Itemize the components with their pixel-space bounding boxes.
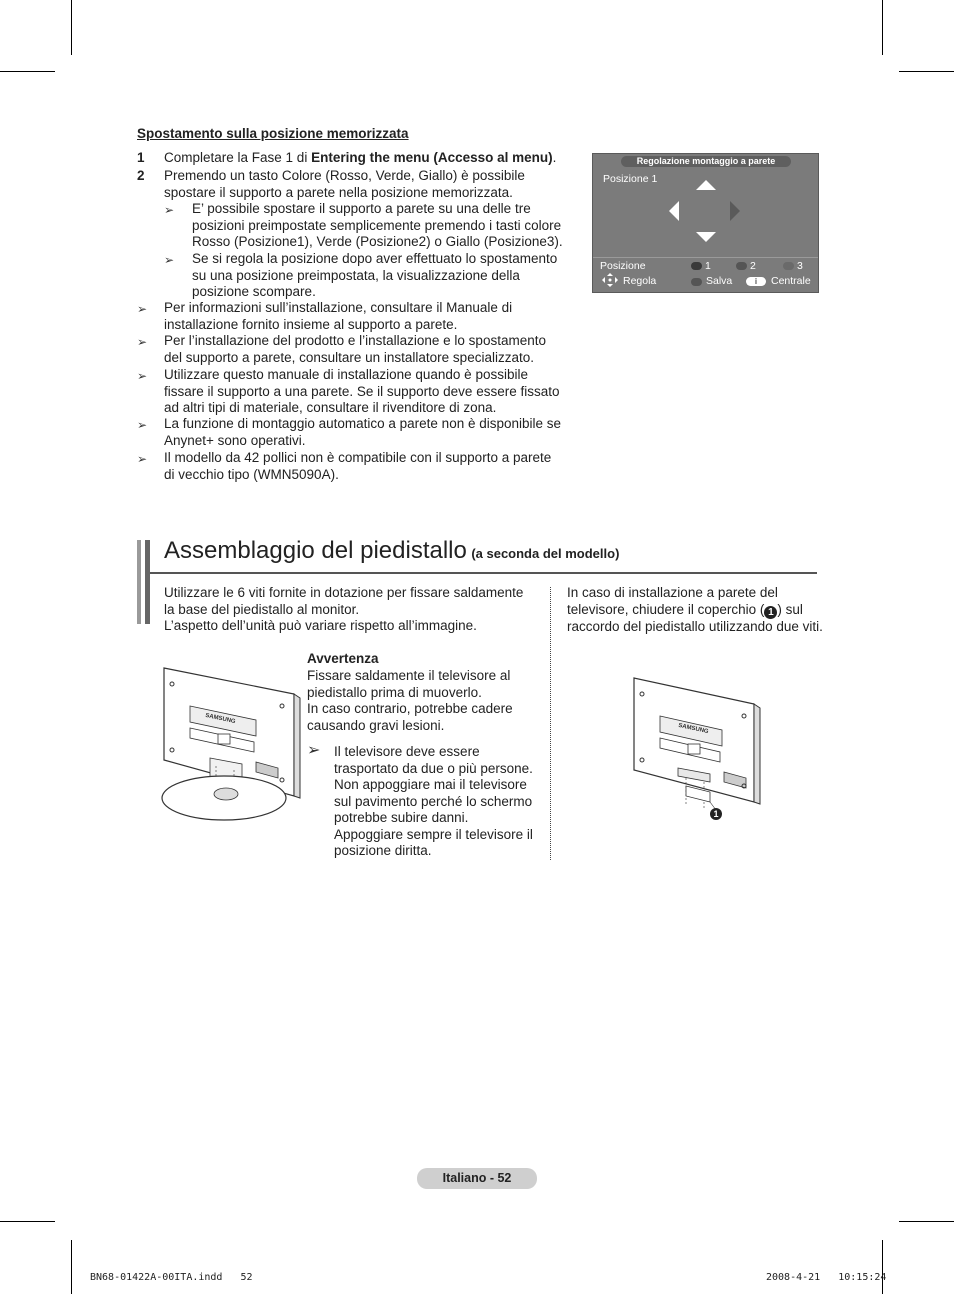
- text-line: Utilizzare le 6 viti fornite in dotazione per fissare saldamente: [164, 585, 524, 600]
- osd-pos2: 2: [750, 260, 756, 272]
- osd-title: Regolazione montaggio a parete: [621, 156, 791, 167]
- osd-pos3: 3: [797, 260, 803, 272]
- crop-mark: [899, 71, 954, 72]
- file-name: BN68-01422A-00ITA.indd 52: [90, 1272, 253, 1283]
- note-arrow-icon: ➢: [164, 253, 175, 267]
- text-line: sul pavimento perché lo schermo: [334, 793, 533, 809]
- osd-center: Centrale: [771, 275, 811, 287]
- arrow-down-icon: [696, 232, 716, 242]
- osd-divider: [593, 257, 818, 258]
- text-line: La funzione di montaggio automatico a parete non è disponibile se: [164, 416, 562, 431]
- page-number-badge: Italiano - 52: [417, 1168, 537, 1189]
- crop-mark: [882, 1240, 883, 1294]
- text-line: Utilizzare questo manuale di installazione quando è possibile: [164, 367, 528, 382]
- step-number: 1: [137, 150, 145, 165]
- text-line: Il modello da 42 pollici non è compatibile con il supporto a parete: [164, 450, 552, 465]
- step-1-bold: Entering the menu (Accesso al menu): [311, 150, 553, 165]
- text-line: In caso contrario, potrebbe cadere: [307, 701, 513, 716]
- text-line: Fissare saldamente il televisore al: [307, 668, 511, 683]
- step-1-text: [164, 150, 556, 167]
- osd-bottom-label: Posizione: [600, 260, 646, 272]
- note: [164, 300, 512, 333]
- crop-mark: [882, 0, 883, 55]
- crop-mark: [0, 1221, 55, 1222]
- text-line: Il televisore deve essere: [334, 744, 480, 759]
- note: [164, 416, 561, 449]
- text-line: In caso di installazione a parete del: [567, 585, 778, 600]
- brand-logo: SAMSUNG: [677, 722, 709, 736]
- note-arrow-icon: ➢: [137, 418, 148, 432]
- note-arrow-icon: ➢: [137, 452, 148, 466]
- section-heading: Spostamento sulla posizione memorizzata: [137, 126, 409, 141]
- red-key-icon: [691, 262, 702, 270]
- note-arrow-icon: ➢: [137, 302, 148, 316]
- crop-mark: [899, 1221, 954, 1222]
- text-line: Non appoggiare mai il televisore: [334, 777, 527, 792]
- text-line: spostare il supporto a parete nella posizione memorizzata.: [164, 184, 513, 200]
- note-arrow-icon: ➢: [137, 335, 148, 349]
- text-line: L’aspetto dell’unità può variare rispetto all’immagine.: [164, 618, 477, 633]
- tv-stand-illustration: [160, 664, 306, 830]
- step-1-pre: Completare la Fase 1 di: [164, 150, 312, 165]
- warning-title: Avvertenza: [307, 651, 379, 666]
- warning-text: [307, 668, 513, 734]
- text-line: installazione fornito insieme al supporto a parete.: [164, 316, 458, 332]
- text-line: di vecchio tipo (WMN5090A).: [164, 466, 339, 482]
- text-line: trasportato da due o più persone.: [334, 760, 533, 776]
- info-key-icon: i: [746, 277, 766, 286]
- text-line: Rosso (Posizione1), Verde (Posizione2) o Giallo (Posizione3).: [192, 234, 563, 249]
- text-line: del supporto a parete, consultare un installatore specializzato.: [164, 349, 534, 365]
- text-line: Anynet+ sono operativi.: [164, 432, 306, 448]
- text-line: Appoggiare sempre il televisore il: [334, 826, 533, 842]
- text-line: Premendo un tasto Colore (Rosso, Verde, Giallo) è possibile: [164, 168, 525, 183]
- osd-pos1: 1: [705, 260, 711, 272]
- text-line: posizioni preimpostate semplicemente premendo i tasti colore: [192, 217, 562, 233]
- title-sub: (a seconda del modello): [471, 546, 620, 561]
- intro-text: [164, 585, 523, 635]
- heading-bar: [145, 540, 150, 624]
- crop-mark: [0, 71, 55, 72]
- text-line: la base del piedistallo al monitor.: [164, 601, 360, 617]
- step-1-post: .: [552, 150, 557, 165]
- text-line: fissare il supporto a una parete. Se il supporto deve essere fissato: [164, 383, 560, 399]
- heading-bar: [137, 540, 141, 624]
- text-line: raccordo del piedistallo utilizzando due viti.: [567, 618, 823, 634]
- enter-key-icon: [691, 278, 702, 286]
- osd-position-label: Posizione 1: [603, 173, 658, 185]
- text-segment: televisore, chiudere il coperchio (: [567, 601, 765, 617]
- osd-adjust: Regola: [623, 275, 657, 287]
- text-line: Per informazioni sull’installazione, consultare il Manuale di: [164, 300, 513, 315]
- note: [164, 333, 546, 366]
- sub-note: [192, 251, 557, 301]
- text-line: causando gravi lesioni.: [307, 717, 445, 733]
- step-number: 2: [137, 168, 145, 183]
- crop-mark: [71, 1240, 72, 1294]
- arrow-right-icon: [730, 201, 740, 221]
- text-line: piedistallo prima di muoverlo.: [307, 684, 482, 700]
- note-arrow-icon: ➢: [164, 203, 175, 217]
- text-line: potrebbe subire danni.: [334, 810, 469, 825]
- arrow-up-icon: [696, 180, 716, 190]
- move-icon: [602, 273, 618, 287]
- text-line: Per l’installazione del prodotto e l’installazione e lo spostamento: [164, 333, 546, 348]
- title-rule: [150, 572, 817, 574]
- green-key-icon: [736, 262, 747, 270]
- section-title: [164, 537, 619, 565]
- note-arrow-icon: ➢: [307, 742, 321, 759]
- text-segment: ) sul: [777, 601, 803, 617]
- title-main: Assemblaggio del piedistallo: [164, 537, 467, 564]
- text-line: [567, 602, 823, 619]
- callout-badge-icon: 1: [764, 606, 777, 619]
- text-line: posizione scompare.: [192, 284, 316, 299]
- note-arrow-icon: ➢: [137, 369, 148, 383]
- osd-save: Salva: [706, 275, 733, 287]
- arrow-left-icon: [669, 201, 679, 221]
- column-divider: [550, 587, 551, 860]
- text-line: E’ possibile spostare il supporto a parete su una delle tre: [192, 201, 531, 216]
- note: [164, 450, 551, 483]
- note: [164, 367, 559, 417]
- text-line: ad altri tipi di materiale, consultare il rivenditore di zona.: [164, 400, 497, 415]
- yellow-key-icon: [783, 262, 794, 270]
- text-line: su una posizione preimpostata, la visualizzazione della: [192, 267, 520, 283]
- step-2-text: [164, 168, 525, 201]
- brand-logo: SAMSUNG: [204, 712, 236, 726]
- callout-badge-icon: 1: [710, 808, 722, 820]
- osd-wall-mount-menu: [592, 153, 819, 293]
- sub-note: [192, 201, 563, 251]
- warning-note: [334, 744, 533, 860]
- text-line: posizione diritta.: [334, 843, 432, 858]
- crop-mark: [71, 0, 72, 55]
- text-line: Se si regola la posizione dopo aver effettuato lo spostamento: [192, 251, 558, 266]
- print-date: 2008-4-21 10:15:24: [766, 1272, 887, 1283]
- tv-cover-illustration: [630, 674, 770, 824]
- right-text: [567, 585, 823, 635]
